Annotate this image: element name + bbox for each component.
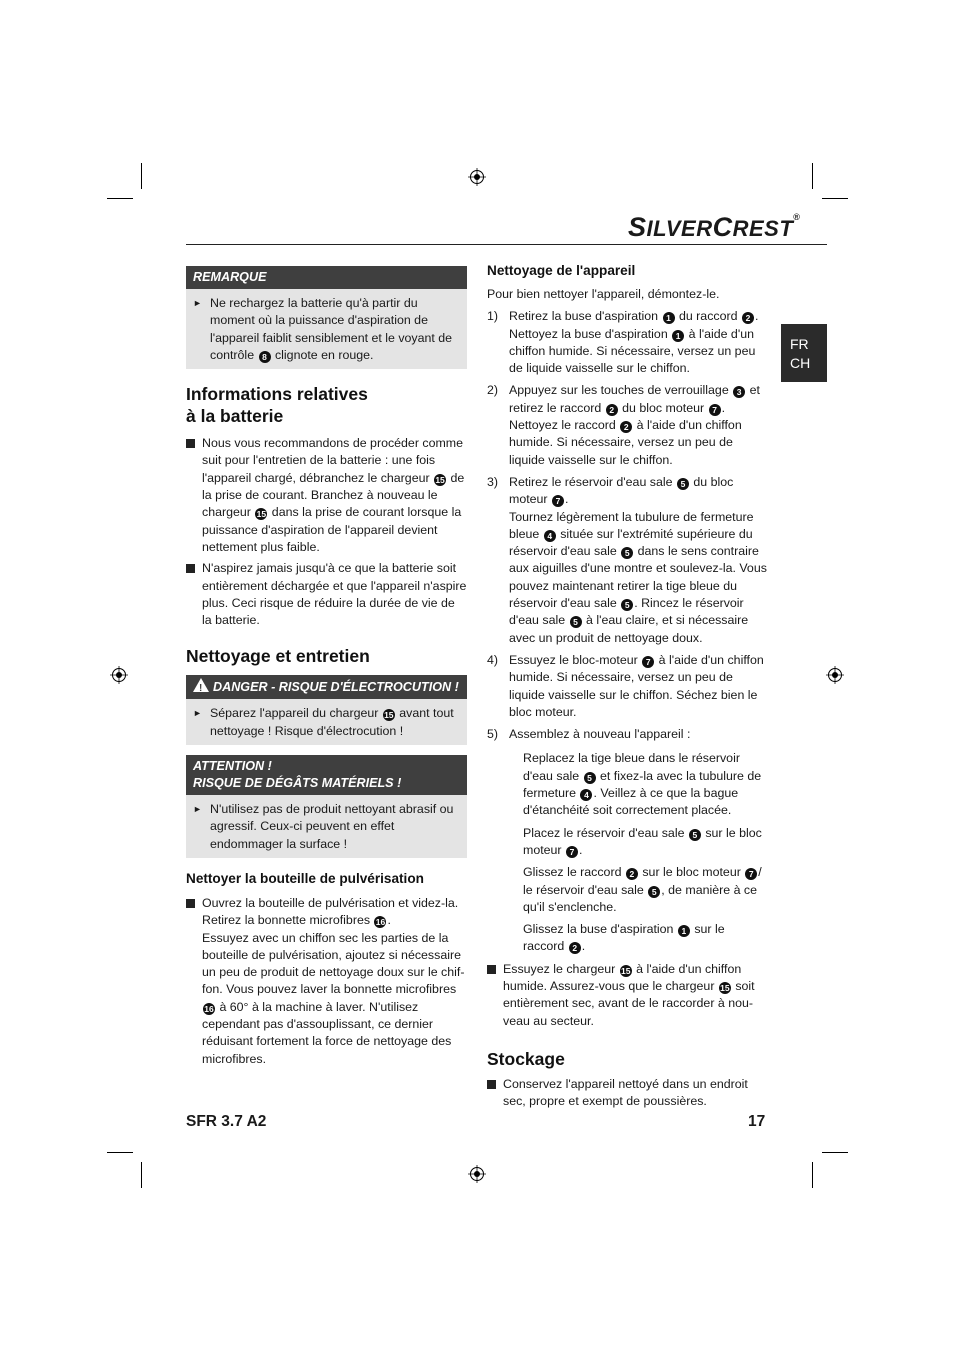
- callout-5-icon: 5: [621, 599, 633, 611]
- crop-mark: [822, 198, 848, 199]
- callout-7-icon: 7: [745, 868, 757, 880]
- callout-5-icon: 5: [677, 478, 689, 490]
- battery-item: N'aspirez jamais jusqu'à ce que la batterie soit entièrement déchargée et que l'appareil n'aspire plus. Ceci risque de réduire la durée de vie de la batterie.: [186, 560, 467, 629]
- callout-15-icon: 15: [720, 982, 730, 993]
- callout-5-icon: 5: [689, 829, 701, 841]
- spray-item: Ouvrez la bouteille de pulvérisation et videz-la. Retirez la bonnette microfibres 16 . Essuyez avec un chiffon sec les parties de la bouteille de pulvérisation, ajoutez si nécessaire un peu de produit de nettoyage doux sur le chif-fon. Vous pouvez laver la bonnette microfibres 16 à 60° à la machine à laver. N'utilisez cependant pas d'assouplissant, ce dernier réduisant fortement la force de nettoyage des microfibres.: [186, 895, 467, 1068]
- crop-mark: [822, 1152, 848, 1153]
- step-4: 4) Essuyez le bloc-moteur 7 à l'aide d'un chiffon humide. Si nécessaire, versez un peu de liquide vaisselle sur le chiffon. Séchez bien le bloc moteur.: [487, 652, 764, 719]
- reassembly-step: Glissez le raccord 2 sur le bloc moteur 7 / le réservoir d'eau sale 5 , de manière à ce qu'il s'enclenche.: [523, 865, 762, 914]
- registration-mark-icon: [468, 168, 486, 186]
- callout-7-icon: 7: [709, 404, 721, 416]
- callout-5-icon: 5: [621, 547, 633, 559]
- square-bullet-icon: [487, 1080, 496, 1089]
- registration-mark-icon: [110, 666, 128, 684]
- brand-logo: SILVERCREST®: [628, 212, 801, 242]
- remarque-title: REMARQUE: [186, 266, 467, 289]
- triangle-bullet-icon: ►: [193, 804, 202, 815]
- warning-triangle-icon: [193, 678, 209, 692]
- callout-2-icon: 2: [569, 942, 581, 954]
- callout-3-icon: 3: [733, 386, 745, 398]
- square-bullet-icon: [186, 439, 195, 448]
- language-tab: FR CH: [781, 324, 827, 382]
- step-2: 2) Appuyez sur les touches de verrouillage 3 et retirez le raccord 2 du bloc moteur 7 . Nettoyez le raccord 2 à l'aide d'un chiffon humide. Si nécessaire, versez un peu de liquide vaisselle sur le chiffon.: [487, 383, 760, 467]
- header-rule: [186, 244, 827, 245]
- callout-15-icon: 15: [256, 509, 267, 520]
- square-bullet-icon: [186, 564, 195, 573]
- callout-8-icon: 8: [259, 351, 271, 363]
- device-cleaning-heading: Nettoyage de l'appareil: [487, 263, 636, 278]
- danger-title: !DANGER - RISQUE D'ÉLECTROCUTION !: [186, 675, 467, 699]
- crop-mark: [812, 163, 813, 189]
- square-bullet-icon: [487, 965, 496, 974]
- charger-item: Essuyez le chargeur 15 à l'aide d'un chiffon humide. Assurez-vous que le chargeur 15 soit entièrement sec, avant de le raccorder à nou-veau au secteur.: [487, 961, 769, 1030]
- callout-1-icon: 1: [678, 925, 690, 937]
- attention-title: ATTENTION ! RISQUE DE DÉGÂTS MATÉRIELS !: [186, 755, 467, 795]
- callout-5-icon: 5: [584, 772, 596, 784]
- left-column: [186, 266, 467, 1072]
- triangle-bullet-icon: ►: [193, 708, 202, 719]
- registration-mark-icon: [468, 1165, 486, 1183]
- callout-5-icon: 5: [648, 886, 660, 898]
- danger-box: [186, 675, 467, 745]
- callout-2-icon: 2: [606, 404, 618, 416]
- storage-heading: Stockage: [487, 1048, 565, 1069]
- callout-16-icon: 16: [204, 1003, 214, 1014]
- crop-mark: [812, 1162, 813, 1188]
- callout-15-icon: 15: [384, 710, 394, 721]
- step-5: 5) Assemblez à nouveau l'appareil :: [487, 727, 691, 742]
- crop-mark: [107, 198, 133, 199]
- crop-mark: [141, 1162, 142, 1188]
- attention-item: ► N'utilisez pas de produit nettoyant abrasif ou agressif. Ceux-ci peuvent en effet endommager la surface !: [193, 802, 454, 851]
- step-1: 1) Retirez la buse d'aspiration 1 du raccord 2 . Nettoyez la buse d'aspiration 1 à l'aide d'un chiffon humide. Si nécessaire, versez un peu de liquide vaisselle sur le chiffon.: [487, 309, 759, 376]
- callout-16-icon: 16: [375, 917, 386, 928]
- callout-2-icon: 2: [742, 312, 754, 324]
- callout-2-icon: 2: [620, 421, 632, 433]
- battery-item: Nous vous recommandons de procéder comme suit pour l'entretien de la batterie : une fois l'appareil chargé, débranchez le chargeur 15 de la prise de courant. Branchez à nouveau le chargeur 15 dans la prise de courant lorsque la puissance d'aspiration de l'appareil devient nettement plus faible.: [186, 435, 467, 556]
- callout-15-icon: 15: [435, 474, 445, 485]
- callout-1-icon: 1: [663, 312, 675, 324]
- danger-item: ► Séparez l'appareil du chargeur 15 avant tout nettoyage ! Risque d'électrocution !: [193, 706, 454, 738]
- reassembly-step: Placez le réservoir d'eau sale 5 sur le bloc moteur 7 .: [523, 825, 762, 857]
- model-number: SFR 3.7 A2: [186, 1113, 267, 1130]
- spray-heading: Nettoyer la bouteille de pulvérisation: [186, 870, 424, 886]
- callout-2-icon: 2: [626, 868, 638, 880]
- reassembly-step: Glissez la buse d'aspiration 1 sur le raccord 2 .: [523, 922, 725, 954]
- square-bullet-icon: [186, 899, 195, 908]
- right-column: [487, 262, 769, 1114]
- callout-7-icon: 7: [566, 846, 578, 858]
- callout-5-icon: 5: [570, 616, 582, 628]
- remarque-item: ► Ne rechargez la batterie qu'à partir du moment où la puissance d'aspiration de l'appareil faiblit sensiblement et le voyant de contrôle 8 clignote en rouge.: [193, 296, 453, 362]
- storage-item: Conservez l'appareil nettoyé dans un endroit sec, propre et exempt de poussières.: [487, 1076, 769, 1111]
- reassembly-step: Replacez la tige bleue dans le réservoir d'eau sale 5 et fixez-la avec la tubulure de fermeture 4 . Veillez à ce que la bague d'étanchéité soit correctement placée.: [523, 751, 762, 818]
- registration-mark-icon: [826, 666, 844, 684]
- callout-4-icon: 4: [544, 530, 556, 542]
- page-number: 17: [748, 1113, 766, 1130]
- crop-mark: [141, 163, 142, 189]
- triangle-bullet-icon: ►: [193, 298, 202, 308]
- callout-7-icon: 7: [552, 495, 564, 507]
- attention-box: [186, 755, 467, 858]
- callout-15-icon: 15: [620, 965, 631, 976]
- step-3: 3) Retirez le réservoir d'eau sale 5 du bloc moteur 7 . Tournez légèrement la tubulure de fermeture bleue 4 située sur l'extrémité supérieure du réservoir d'eau sale 5 dans le sens contraire aux aiguilles d'une montre et soulevez-la. Vous pouvez maintenant retirer la tige bleue du réservoir d'eau sale 5 . Rincez le réservoir d'eau sale 5 à l'eau claire, et si nécessaire avec un produit de nettoyage doux.: [487, 474, 767, 645]
- callout-7-icon: 7: [642, 656, 654, 668]
- crop-mark: [107, 1152, 133, 1153]
- remarque-box: [186, 266, 467, 369]
- cleaning-heading: Nettoyage et entretien: [186, 646, 370, 667]
- callout-1-icon: 1: [672, 330, 684, 342]
- callout-4-icon: 4: [580, 789, 592, 801]
- device-intro: Pour bien nettoyer l'appareil, démontez-le.: [487, 287, 720, 301]
- battery-heading: Informations relatives à la batterie: [186, 384, 368, 427]
